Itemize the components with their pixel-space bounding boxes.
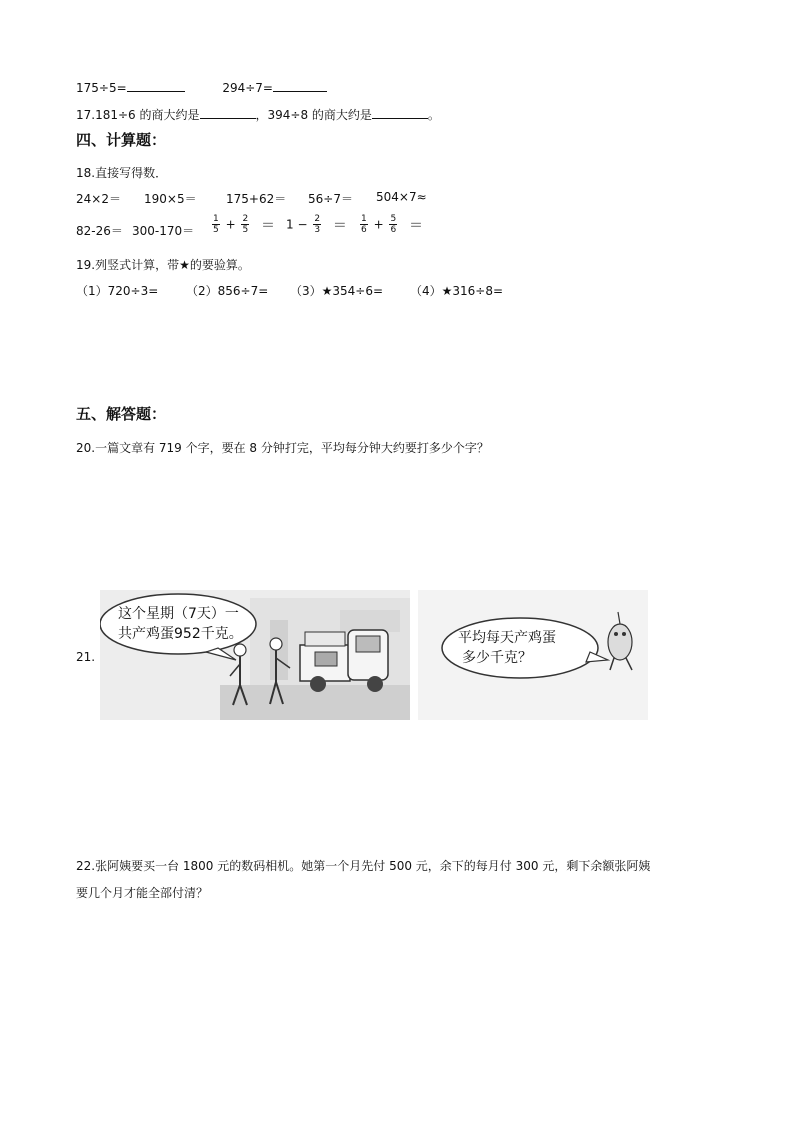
q16-answer-blank-2[interactable] bbox=[273, 80, 327, 92]
q19-item-4: （4）★316÷8= bbox=[410, 284, 504, 298]
q18-row1-item-5: 504×7≈ bbox=[376, 190, 427, 204]
section5-title: 五、解答题： bbox=[76, 405, 167, 423]
denominator: 5 bbox=[242, 225, 249, 235]
q16-text2: 294÷7= bbox=[222, 81, 273, 95]
q17-suffix: 。 bbox=[427, 108, 440, 122]
numerator: 2 bbox=[242, 214, 249, 224]
q21-illustration bbox=[100, 590, 648, 720]
q18-row1-item-2: 190×5＝ bbox=[144, 192, 197, 206]
q18-title: 18.直接写得数． bbox=[76, 166, 168, 180]
numerator: 5 bbox=[390, 214, 397, 224]
q17-answer-blank-2[interactable] bbox=[372, 107, 428, 119]
speech-bubble-left bbox=[100, 594, 256, 654]
q19-item-3: （3）★354÷6= bbox=[290, 284, 384, 298]
q17-line bbox=[76, 106, 440, 123]
q18-row2-item-1: 82-26＝ bbox=[76, 224, 123, 238]
numerator: 1 bbox=[361, 214, 367, 224]
section4-title: 四、计算题： bbox=[76, 131, 167, 149]
q17-prefix: 17.181÷6 的商大约是 bbox=[76, 108, 200, 122]
q18-row1-item-4: 56÷7＝ bbox=[308, 192, 353, 206]
q16-text1: 175÷5= bbox=[76, 81, 127, 95]
q19-title: 19.列竖式计算，带★的要验算。 bbox=[76, 258, 250, 272]
q18-row2-item-2: 300-170＝ bbox=[132, 224, 195, 238]
equals: ＝ bbox=[332, 217, 347, 234]
denominator: 5 bbox=[213, 225, 219, 235]
q19-item-1: （1）720÷3= bbox=[76, 284, 159, 298]
numerator: 2 bbox=[314, 214, 321, 224]
q18-row1-item-3: 175+62＝ bbox=[226, 192, 287, 206]
numerator: 1 bbox=[213, 214, 219, 224]
q22-line2: 要几个月才能全部付清？ bbox=[76, 886, 209, 900]
fraction bbox=[241, 214, 249, 235]
q16-line bbox=[76, 80, 327, 95]
fraction bbox=[313, 214, 321, 235]
operator: + bbox=[373, 217, 384, 232]
wall-pillar bbox=[270, 620, 288, 680]
wall-panel bbox=[340, 610, 400, 632]
bubble-left-line2: 共产鸡蛋952千克。 bbox=[118, 626, 243, 642]
operator: − bbox=[297, 217, 308, 232]
denominator: 3 bbox=[314, 225, 321, 235]
bubble-left-line1: 这个星期（7天）一 bbox=[118, 606, 239, 622]
lead-number: 1 bbox=[286, 217, 294, 232]
denominator: 6 bbox=[361, 225, 367, 235]
q18-fraction-expr-1 bbox=[210, 214, 275, 235]
q21-illustration-svg bbox=[100, 590, 648, 720]
fraction bbox=[212, 214, 220, 235]
equals: ＝ bbox=[261, 217, 276, 234]
q21-label: 21. bbox=[76, 650, 96, 664]
q18-row1-item-1: 24×2＝ bbox=[76, 192, 121, 206]
operator: + bbox=[225, 217, 236, 232]
fraction bbox=[360, 214, 368, 235]
denominator: 6 bbox=[390, 225, 397, 235]
q19-item-2: （2）856÷7= bbox=[186, 284, 269, 298]
q17-answer-blank-1[interactable] bbox=[200, 107, 256, 119]
speech-bubble-right bbox=[442, 618, 598, 678]
equals: ＝ bbox=[409, 217, 424, 234]
q22-line1: 22.张阿姨要买一台 1800 元的数码相机。她第一个月先付 500 元，余下的每月付 300 元，剩下余额张阿姨 bbox=[76, 859, 651, 873]
q20-text: 20.一篇文章有 719 个字，要在 8 分钟打完，平均每分钟大约要打多少个字？ bbox=[76, 441, 489, 455]
q18-fraction-expr-3 bbox=[358, 214, 423, 235]
bubble-right-line2: 多少千克？ bbox=[462, 650, 532, 666]
q17-mid: ，394÷8 的商大约是 bbox=[255, 108, 372, 122]
q16-answer-blank-1[interactable] bbox=[127, 80, 185, 92]
fraction bbox=[389, 214, 397, 235]
bubble-right-line1: 平均每天产鸡蛋 bbox=[458, 630, 556, 646]
q18-fraction-expr-2 bbox=[286, 214, 347, 235]
